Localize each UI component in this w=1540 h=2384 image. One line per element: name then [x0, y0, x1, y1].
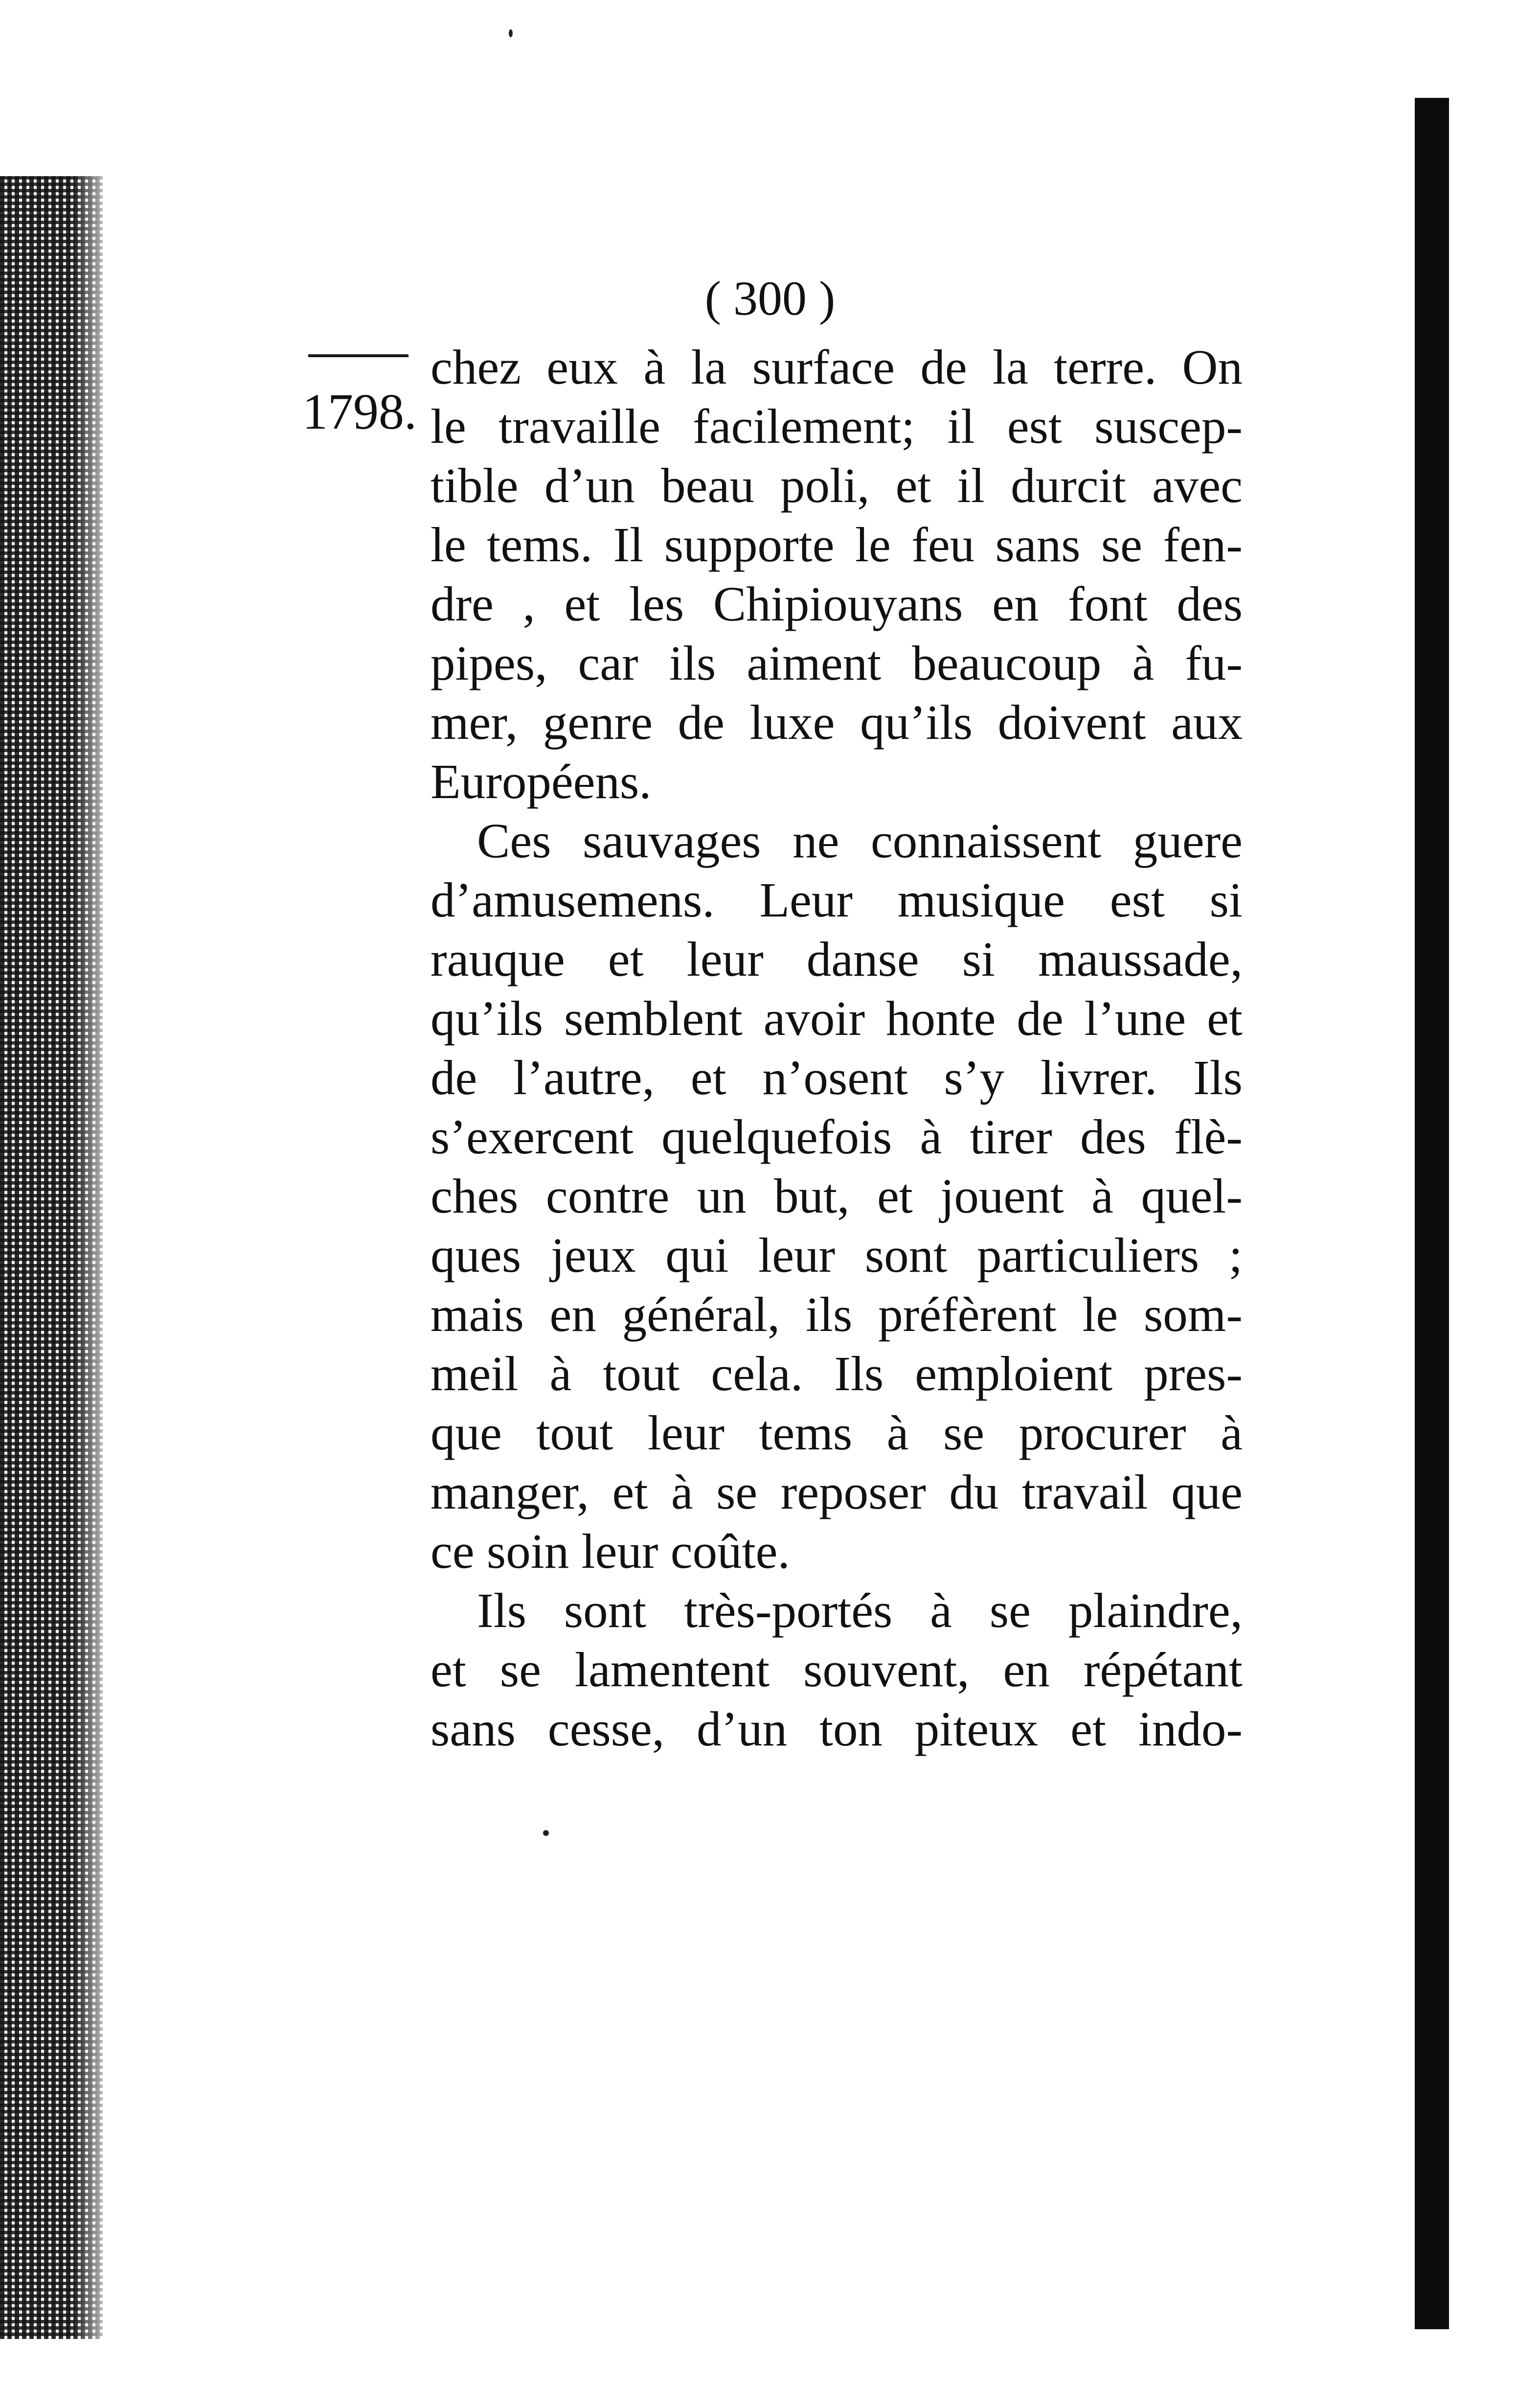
margin-year: 1798.	[302, 384, 417, 440]
text-line: mer, genre de luxe qu’ils doivent aux	[430, 695, 1243, 750]
margin-rule	[308, 354, 408, 357]
ink-speck	[543, 1830, 549, 1836]
text-line: s’exercent quelquefois à tirer des flè-	[430, 1109, 1243, 1164]
text-line: Ces sauvages ne connaissent guere	[477, 813, 1243, 868]
text-line: mais en général, ils préfèrent le som-	[430, 1287, 1243, 1342]
page-number: ( 300 )	[704, 271, 836, 325]
text-line: pipes, car ils aiment beaucoup à fu-	[430, 636, 1243, 690]
text-line: Ils sont très-portés à se plaindre,	[477, 1583, 1243, 1638]
text-line: Européens.	[430, 754, 652, 809]
text-line: dre , et les Chipiouyans en font des	[430, 576, 1243, 631]
text-line: sans cesse, d’un ton piteux et indo-	[430, 1701, 1243, 1756]
text-line: de l’autre, et n’osent s’y livrer. Ils	[430, 1050, 1243, 1105]
text-line: le travaille facilement; il est suscep-	[430, 399, 1243, 454]
scan-edge-left-fade	[73, 176, 117, 2339]
text-line: ches contre un but, et jouent à quel-	[430, 1169, 1243, 1223]
ink-speck	[509, 29, 513, 37]
text-line: et se lamentent souvent, en répétant	[430, 1642, 1243, 1697]
text-line: meil à tout cela. Ils emploient pres-	[430, 1346, 1243, 1401]
text-line: tible d’un beau poli, et il durcit avec	[430, 458, 1243, 513]
scan-edge-right	[1415, 98, 1449, 2329]
text-line: ce soin leur coûte.	[430, 1524, 790, 1579]
text-line: manger, et à se reposer du travail que	[430, 1465, 1243, 1519]
text-line: le tems. Il supporte le feu sans se fen-	[430, 517, 1243, 572]
text-line: que tout leur tems à se procurer à	[430, 1405, 1243, 1460]
text-line: qu’ils semblent avoir honte de l’une et	[430, 991, 1243, 1046]
body-text	[430, 338, 1243, 1759]
text-line: d’amusemens. Leur musique est si	[430, 872, 1243, 927]
text-line: chez eux à la surface de la terre. On	[430, 340, 1243, 394]
text-line: rauque et leur danse si maussade,	[430, 932, 1243, 986]
text-line: ques jeux qui leur sont particuliers ;	[430, 1228, 1243, 1283]
